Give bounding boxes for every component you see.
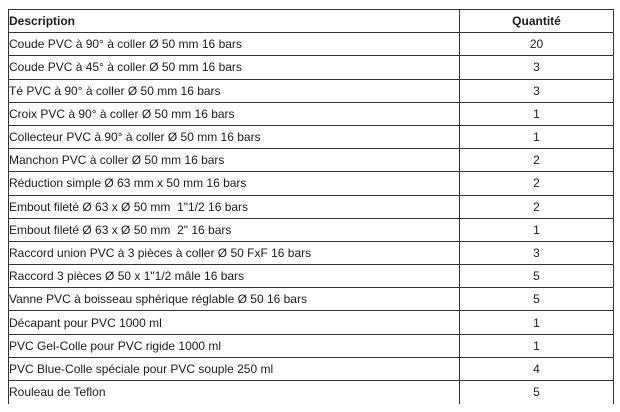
- quantity-cell: 1: [460, 102, 614, 125]
- table-row: [9, 241, 614, 264]
- description-cell: Raccord union PVC à 3 pièces à coller Ø 50 FxF 16 bars: [9, 241, 460, 264]
- quantity-cell: 3: [460, 241, 614, 264]
- table-row: [9, 172, 614, 195]
- description-cell: Manchon PVC à coller Ø 50 mm 16 bars: [9, 149, 460, 172]
- description-cell: PVC Gel-Colle pour PVC rigide 1000 ml: [9, 334, 460, 357]
- table-row: [9, 357, 614, 380]
- description-cell: Vanne PVC à boisseau sphérique réglable Ø 50 16 bars: [9, 288, 460, 311]
- description-cell: Collecteur PVC à 90° à coller Ø 50 mm 16 bars: [9, 125, 460, 148]
- description-cell: PVC Blue-Colle spéciale pour PVC souple 250 ml: [9, 357, 460, 380]
- table-row: [9, 311, 614, 334]
- table-row: [9, 79, 614, 102]
- description-cell: Coude PVC à 90° à coller Ø 50 mm 16 bars: [9, 33, 460, 56]
- description-cell: Croix PVC à 90° à coller Ø 50 mm 16 bars: [9, 102, 460, 125]
- table-row: [9, 195, 614, 218]
- table-row: [9, 334, 614, 357]
- description-cell: Embout fileté Ø 63 x Ø 50 mm 2" 16 bars: [9, 218, 460, 241]
- description-cell: Raccord 3 pièces Ø 50 x 1"1/2 mâle 16 bars: [9, 265, 460, 288]
- quantity-cell: 3: [460, 79, 614, 102]
- description-column-header: Description: [9, 10, 460, 33]
- description-cell: Réduction simple Ø 63 mm x 50 mm 16 bars: [9, 172, 460, 195]
- quantity-cell: 4: [460, 357, 614, 380]
- quantity-cell: 2: [460, 195, 614, 218]
- table-row: [9, 33, 614, 56]
- quantity-cell: 1: [460, 125, 614, 148]
- quantity-cell: 1: [460, 311, 614, 334]
- quantity-cell: 3: [460, 56, 614, 79]
- quantity-cell: 2: [460, 149, 614, 172]
- table-row: [9, 56, 614, 79]
- table-row: [9, 102, 614, 125]
- table-row: [9, 288, 614, 311]
- quantity-cell: 20: [460, 33, 614, 56]
- table-row: [9, 218, 614, 241]
- table-header-row: [9, 10, 614, 33]
- quantity-column-header: Quantité: [460, 10, 614, 33]
- description-cell: Té PVC à 90° à coller Ø 50 mm 16 bars: [9, 79, 460, 102]
- description-cell: Rouleau de Teflon: [9, 381, 460, 404]
- quantity-cell: 2: [460, 172, 614, 195]
- description-cell: Embout fileté Ø 63 x Ø 50 mm 1"1/2 16 bars: [9, 195, 460, 218]
- table-row: [9, 381, 614, 404]
- table-row: [9, 149, 614, 172]
- quantity-cell: 1: [460, 334, 614, 357]
- description-cell: Coude PVC à 45° à coller Ø 50 mm 16 bars: [9, 56, 460, 79]
- quantity-cell: 5: [460, 288, 614, 311]
- parts-table: [8, 9, 614, 404]
- quantity-cell: 1: [460, 218, 614, 241]
- table-row: [9, 265, 614, 288]
- table-row: [9, 125, 614, 148]
- description-cell: Décapant pour PVC 1000 ml: [9, 311, 460, 334]
- quantity-cell: 5: [460, 265, 614, 288]
- quantity-cell: 5: [460, 381, 614, 404]
